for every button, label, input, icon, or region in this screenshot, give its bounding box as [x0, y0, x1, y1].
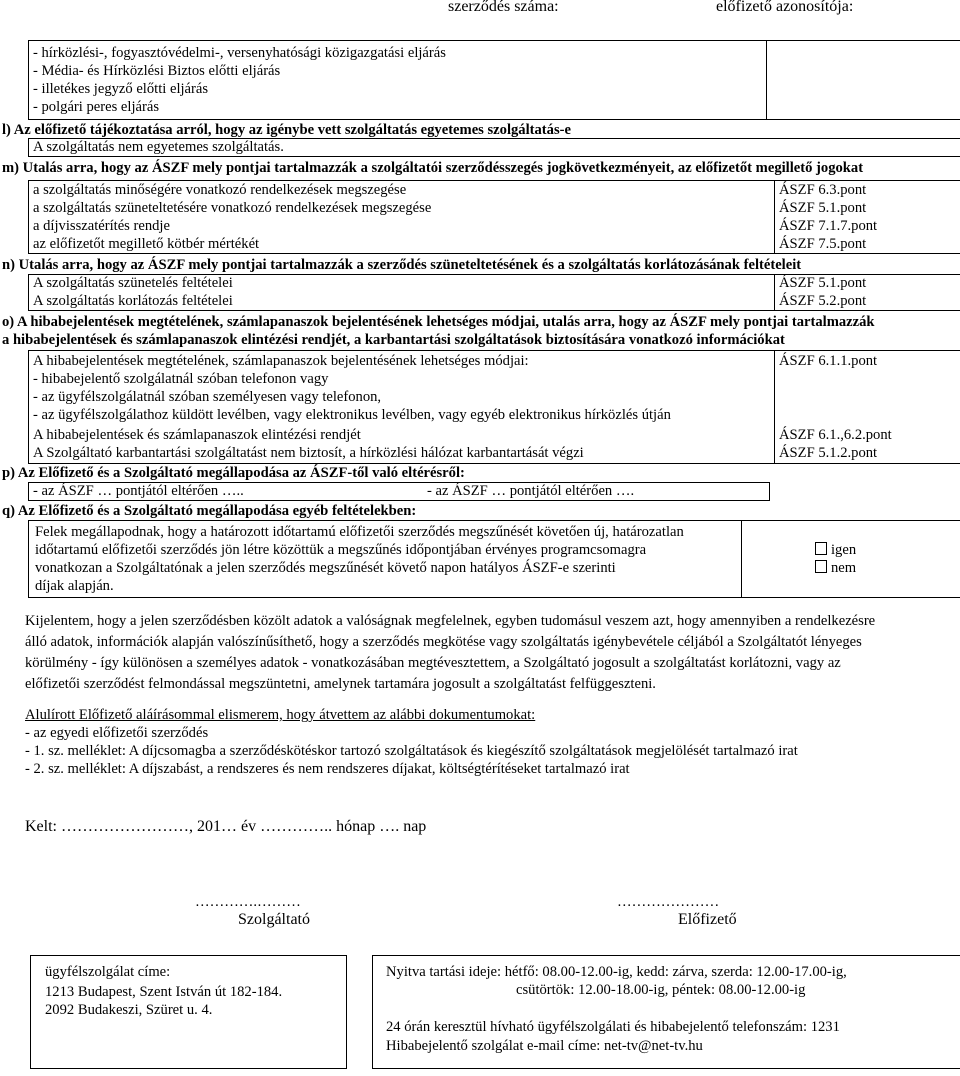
table-row-ref: ÁSZF 6.1.1.pont — [779, 353, 878, 369]
section-q-line: díjak alapján. — [35, 578, 114, 594]
section-o-heading-line2: a hibabejelentések és számlapanaszok elintézési rendjét, a karbantartási szolgáltatások biztosítására vonatkozó információkat — [2, 332, 785, 348]
customer-service-address: 2092 Budakeszi, Szüret u. 4. — [45, 1002, 213, 1018]
section-n-divider — [774, 274, 775, 310]
section-p-right: - az ÁSZF … pontjától eltérően …. — [427, 483, 635, 499]
declaration-line: körülmény - így különösen a személyes adatok - vonatkozásában megtévesztettem, a Szolgáltató jogosult a szolgáltatást korlátozni, vagy az — [25, 655, 841, 671]
section-l-answer: A szolgáltatás nem egyetemes szolgáltatás. — [33, 139, 284, 155]
section-p-heading: p) Az Előfizető és a Szolgáltató megállapodása az ÁSZF-től való eltérésről: — [2, 465, 465, 481]
table-row-ref: ÁSZF 6.3.pont — [779, 182, 867, 198]
section-q-line: időtartamú előfizetői szerződés jön létre közöttük a megszűnés időpontjában érvényes programcsomagra — [35, 542, 647, 558]
section-l-heading: l) Az előfizető tájékoztatása arról, hogy az igénybe vett szolgáltatás egyetemes szolgáltatás-e — [2, 122, 571, 138]
declaration-line: Kijelentem, hogy a jelen szerződésben közölt adatok a valóságnak megfelelnek, egyben tudomásul veszem azt, hogy amennyiben a rendelkezésre — [25, 613, 876, 629]
dated-line: Kelt: ……………………, 201… év ………….. hónap …. nap — [25, 818, 427, 835]
subscriber-signature-line: ………………… — [617, 894, 720, 910]
k-list-item: - hírközlési-, fogyasztóvédelmi-, versenyhatósági közigazgatási eljárás — [33, 45, 446, 61]
table-row-text: A szolgáltatás szünetelés feltételei — [33, 275, 233, 291]
customer-service-address: 1213 Budapest, Szent István út 182-184. — [45, 984, 283, 1000]
table-row-ref: ÁSZF 5.1.pont — [779, 275, 867, 291]
section-n-heading: n) Utalás arra, hogy az ÁSZF mely pontjai tartalmazzák a szerződés szüneteltetésének és a szolgáltatás korlátozásának feltételeit — [2, 257, 802, 273]
table-row-text: A hibabejelentések és számlapanaszok elintézési rendjét — [33, 427, 361, 443]
table-row-text: az előfizetőt megillető kötbér mértékét — [33, 236, 260, 252]
section-o-heading-line1: o) A hibabejelentések megtételének, számlapanaszok bejelentésének lehetséges módjai, utalás arra, hogy az ÁSZF mely pontjai tartalmazzák — [2, 314, 875, 330]
table-row-ref: ÁSZF 5.2.pont — [779, 293, 867, 309]
section-q-line: Felek megállapodnak, hogy a határozott időtartamú előfizetői szerződés megszűnését követően új, határozatlan — [35, 524, 684, 540]
k-list-item: - polgári peres eljárás — [33, 99, 160, 115]
declaration-line: előfizetői szerződést felmondással megszüntetni, amelynek tartamára jogosult a szolgáltatást felfüggeszteni. — [25, 676, 656, 692]
table-row-text: a díjvisszatérítés rendje — [33, 218, 170, 234]
documents-item: - 1. sz. melléklet: A díjcsomagba a szerződéskötéskor tartozó szolgáltatások és kiegészítő szolgáltatások megjelölését tartalmazó irat — [25, 743, 798, 759]
table-row-ref: ÁSZF 5.1.2.pont — [779, 445, 878, 461]
table-row-text: a szolgáltatás szüneteltetésére vonatkozó rendelkezések megszegése — [33, 200, 432, 216]
opening-hours-line: csütörtök: 12.00-18.00-ig, péntek: 08.00-12.00-ig — [516, 982, 806, 998]
section-o-method: - hibabejelentő szolgálatnál szóban telefonon vagy — [33, 371, 329, 387]
option-no[interactable] — [815, 559, 856, 577]
table-row-text: a szolgáltatás minőségére vonatkozó rendelkezések megszegése — [33, 182, 407, 198]
table-row-text: A Szolgáltató karbantartási szolgáltatást nem biztosít, a hírközlési hálózat karbantartását végzi — [33, 445, 584, 461]
hotline-line: 24 órán keresztül hívható ügyfélszolgálati és hibabejelentő telefonszám: 1231 — [386, 1019, 840, 1035]
provider-signature-label: Szolgáltató — [238, 911, 310, 928]
option-yes-label: igen — [831, 542, 857, 558]
section-q-divider — [741, 520, 742, 597]
section-q-heading: q) Az Előfizető és a Szolgáltató megállapodása egyéb feltételekben: — [2, 503, 417, 519]
section-o-method: - az ügyfélszolgálatnál szóban személyesen vagy telefonon, — [33, 389, 382, 405]
table-row-ref: ÁSZF 6.1.,6.2.pont — [779, 427, 892, 443]
contract-number-label: szerződés száma: — [448, 0, 559, 15]
k-list-item: - illetékes jegyző előtti eljárás — [33, 81, 209, 97]
table-row-text: A szolgáltatás korlátozás feltételei — [33, 293, 233, 309]
documents-intro: Alulírott Előfizető aláírásommal elismerem, hogy átvettem az alábbi dokumentumokat: — [25, 707, 536, 723]
section-o-divider — [774, 350, 775, 463]
customer-service-title: ügyfélszolgálat címe: — [45, 964, 171, 980]
table-row-ref: ÁSZF 7.1.7.pont — [779, 218, 878, 234]
k-list-item: - Média- és Hírközlési Biztos előtti eljárás — [33, 63, 281, 79]
table-row-ref: ÁSZF 7.5.pont — [779, 236, 867, 252]
option-no-label: nem — [831, 560, 857, 576]
table-row-ref: ÁSZF 5.1.pont — [779, 200, 867, 216]
k-list-divider — [766, 40, 767, 119]
provider-signature-line: ………….……… — [195, 894, 301, 910]
opening-hours-line: Nyitva tartási ideje: hétfő: 08.00-12.00-ig, kedd: zárva, szerda: 12.00-17.00-ig, — [386, 964, 847, 980]
documents-item: - 2. sz. melléklet: A díjszabást, a rendszeres és nem rendszeres díjakat, költségtérítéseket tartalmazó irat — [25, 761, 630, 777]
subscriber-id-label: előfizető azonosítója: — [716, 0, 854, 15]
subscriber-signature-label: Előfizető — [678, 911, 737, 928]
section-m-divider — [774, 180, 775, 253]
section-o-method: - az ügyfélszolgálathoz küldött levélben, vagy elektronikus levélben, vagy egyéb elektronikus hírközlés útján — [33, 407, 671, 423]
declaration-line: álló adatok, információk alapján valószínűsíthető, hogy a szerződés megkötése vagy szolgáltatás igénybevétele céljából a Szolgáltatót lényeges — [25, 634, 862, 650]
checkbox-yes[interactable] — [815, 542, 827, 555]
documents-item: - az egyedi előfizetői szerződés — [25, 725, 209, 741]
checkbox-no[interactable] — [815, 560, 827, 573]
section-p-left: - az ÁSZF … pontjától eltérően ….. — [33, 483, 244, 499]
section-o-intro: A hibabejelentések megtételének, számlapanaszok bejelentésének lehetséges módjai: — [33, 353, 529, 369]
email-line: Hibabejelentő szolgálat e-mail címe: net-tv@net-tv.hu — [386, 1038, 703, 1054]
section-m-heading: m) Utalás arra, hogy az ÁSZF mely pontjai tartalmazzák a szolgáltatói szerződésszegés jogkövetkezményeit, az előfizetőt megillető jogokat — [2, 160, 864, 176]
option-yes[interactable] — [815, 541, 856, 559]
section-q-line: vonatkozan a Szolgáltatónak a jelen szerződés megszűnését követő napon hatályos ÁSZF-e szerinti — [35, 560, 616, 576]
